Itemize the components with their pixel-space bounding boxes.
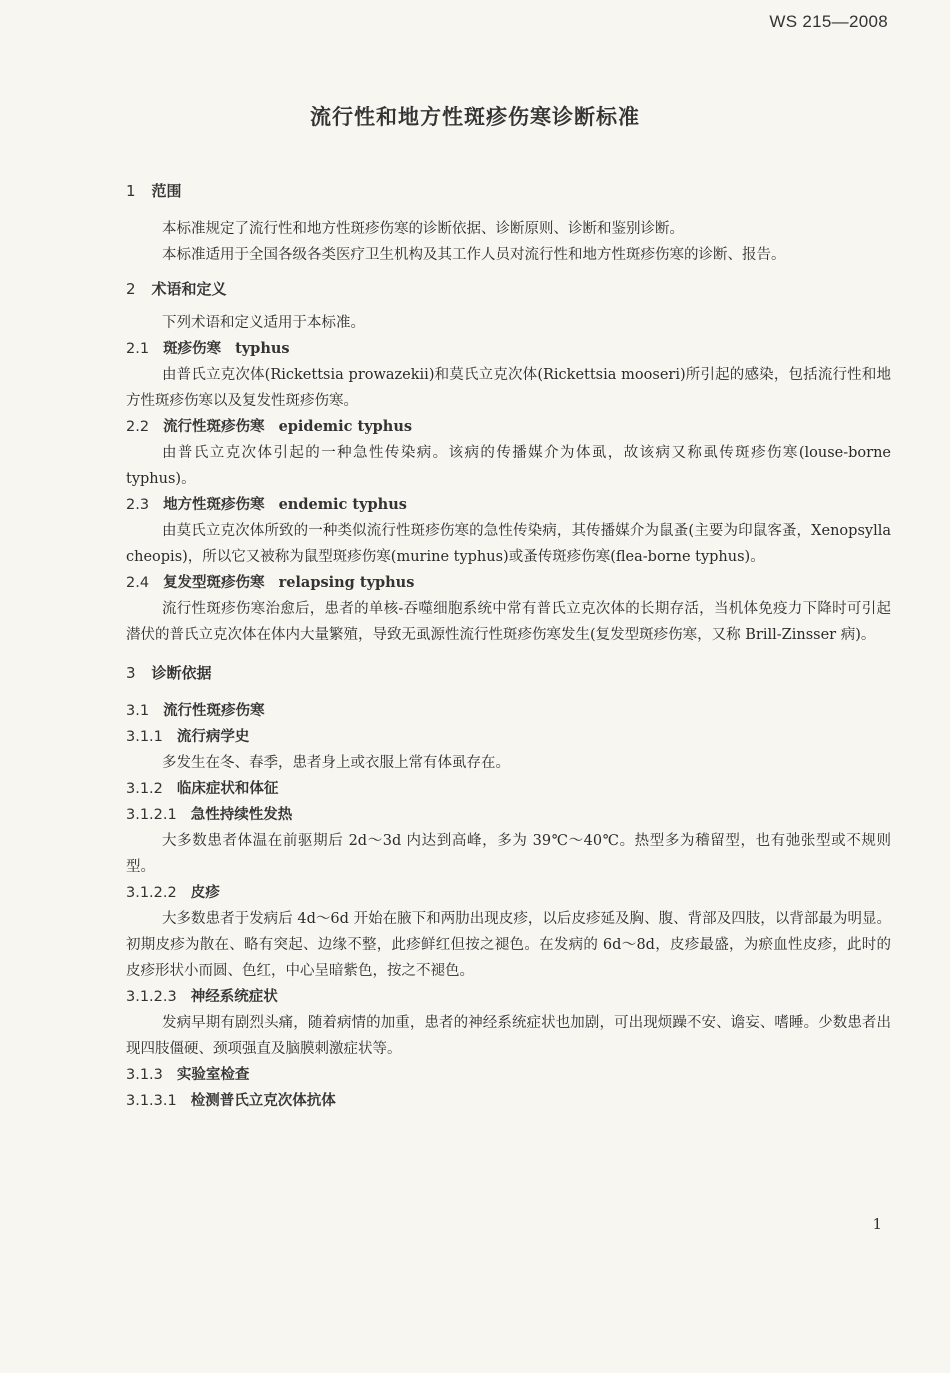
subsection-heading: 3.1.1 流行病学史 [126, 729, 250, 745]
subsection-heading: 3.1.2.2 皮疹 [126, 885, 220, 901]
page-number: 1 [872, 1215, 882, 1233]
section-heading: 1 范围 [126, 182, 182, 200]
term-definition: 由莫氏立克次体所致的一种类似流行性斑疹伤寒的急性传染病，其传播媒介为鼠蚤(主要为印鼠客蚤，Xenopsylla cheopis)，所以它又被称为鼠型斑疹伤寒(murine typhus)或蚤传斑疹伤寒(flea-borne typhus)。 [126, 523, 891, 565]
paragraph: 多发生在冬、春季，患者身上或衣服上常有体虱存在。 [162, 755, 510, 771]
subsection-heading: 3.1 流行性斑疹伤寒 [126, 703, 265, 719]
paragraph: 下列术语和定义适用于本标准。 [162, 315, 365, 331]
subsection-heading: 3.1.2.1 急性持续性发热 [126, 807, 293, 823]
term-definition: 流行性斑疹伤寒治愈后，患者的单核-吞噬细胞系统中常有普氏立克次体的长期存活，当机体免疫力下降时可引起潜伏的普氏立克次体在体内大量繁殖，导致无虱源性流行性斑疹伤寒发生(复发型斑疹伤寒，又称 Brill-Zinsser 病)。 [126, 601, 891, 643]
paragraph: 大多数患者于发病后 4d～6d 开始在腋下和两肋出现皮疹，以后皮疹延及胸、腹、背部及四肢，以背部最为明显。初期皮疹为散在、略有突起、边缘不整，此疹鲜红但按之褪色。在发病的 6d～8d，皮疹最盛，为瘀血性皮疹，此时的皮疹形状小而圆、色红，中心呈暗紫色，按之不褪色。 [126, 911, 891, 979]
paragraph: 大多数患者体温在前驱期后 2d～3d 内达到高峰，多为 39℃～40℃。热型多为稽留型，也有弛张型或不规则型。 [126, 833, 891, 875]
section-heading: 3 诊断依据 [126, 664, 212, 682]
subsection-heading: 3.1.2.3 神经系统症状 [126, 989, 278, 1005]
term-heading: 2.1 斑疹伤寒 typhus [126, 340, 290, 357]
term-definition: 由普氏立克次体引起的一种急性传染病。该病的传播媒介为体虱，故该病又称虱传斑疹伤寒(louse-borne typhus)。 [126, 445, 891, 487]
paragraph: 本标准规定了流行性和地方性斑疹伤寒的诊断依据、诊断原则、诊断和鉴别诊断。 [162, 221, 684, 237]
standard-code: WS 215—2008 [769, 12, 888, 31]
term-heading: 2.3 地方性斑疹伤寒 endemic typhus [126, 496, 407, 513]
paragraph: 本标准适用于全国各级各类医疗卫生机构及其工作人员对流行性和地方性斑疹伤寒的诊断、报告。 [162, 247, 786, 263]
term-heading: 2.4 复发型斑疹伤寒 relapsing typhus [126, 574, 415, 591]
section-heading: 2 术语和定义 [126, 280, 227, 298]
term-definition: 由普氏立克次体(Rickettsia prowazekii)和莫氏立克次体(Rickettsia mooseri)所引起的感染，包括流行性和地方性斑疹伤寒以及复发性斑疹伤寒。 [126, 367, 891, 409]
document-body [126, 178, 891, 1114]
document-title: 流行性和地方性斑疹伤寒诊断标准 [310, 105, 640, 129]
term-heading: 2.2 流行性斑疹伤寒 epidemic typhus [126, 418, 413, 435]
paragraph: 发病早期有剧烈头痛，随着病情的加重，患者的神经系统症状也加剧，可出现烦躁不安、谵妄、嗜睡。少数患者出现四肢僵硬、颈项强直及脑膜刺激症状等。 [126, 1015, 891, 1057]
subsection-heading: 3.1.2 临床症状和体征 [126, 781, 279, 797]
subsection-heading: 3.1.3.1 检测普氏立克次体抗体 [126, 1093, 336, 1109]
subsection-heading: 3.1.3 实验室检查 [126, 1067, 250, 1083]
